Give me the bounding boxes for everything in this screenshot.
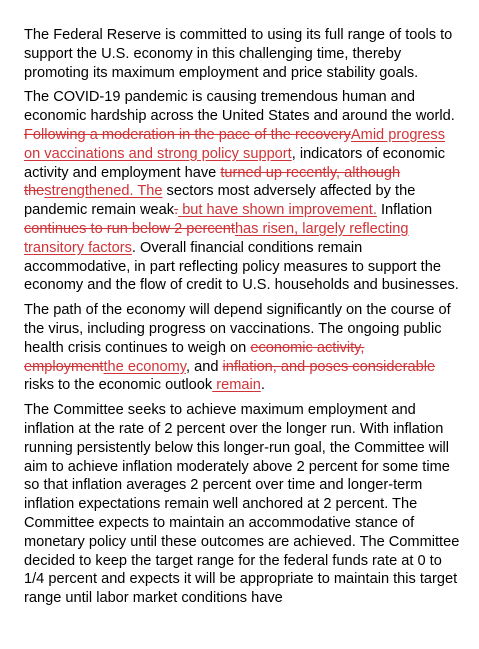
deleted-text: Following a moderation in the pace of the recovery (24, 126, 351, 143)
inserted-text: but have shown improvement. (178, 202, 377, 219)
text-run: The Federal Reserve is committed to using its full range of tools to support the U.S. economy in this challenging time, thereby promoting its maximum employment and price stability goals. (24, 27, 453, 81)
paragraph-3 (24, 301, 464, 395)
paragraph-2 (24, 88, 464, 295)
text-run: . (260, 377, 265, 394)
text-run: The Committee seeks to achieve maximum employment and inflation at the rate of 2 percent over the longer run. With inflation running persistently below this longer-run goal, the Committee will aim to achieve inflation moderately above 2 percent for some time so that inflation averages 2 percent over time and longer-term inflation expectations remain well anchored at 2 percent. The Committee expects to maintain an accommodative stance of monetary policy until these outcomes are achieved. The Committee decided to keep the target range for the federal funds rate at 0 to 1/4 percent and expects it will be appropriate to maintain this target range until labor market conditions have (24, 402, 460, 607)
deleted-text: inflation, and poses considerable (222, 358, 436, 375)
document-body (24, 26, 464, 614)
text-run: , indicators of economic activity and employment have (24, 145, 446, 181)
deleted-text: turned up recently, although the (24, 164, 401, 200)
paragraph-1 (24, 26, 464, 82)
inserted-text: has risen, largely reflecting transitory factors (24, 220, 409, 256)
deleted-text: . (174, 202, 179, 219)
text-run: The COVID-19 pandemic is causing tremendous human and economic hardship across the United States and around the world. (24, 89, 455, 125)
inserted-text: Amid progress on vaccinations and strong policy support (24, 126, 446, 162)
deleted-text: continues to run below 2 percent (24, 220, 235, 237)
text-run: , and (185, 358, 223, 375)
inserted-text: strengthened. The (44, 183, 163, 200)
inserted-text: remain (212, 377, 261, 394)
text-run: sectors most adversely affected by the pandemic remain weak (24, 183, 416, 219)
text-run: The path of the economy will depend significantly on the course of the virus, including progress on vaccinations. The ongoing public health crisis continues to weigh on (24, 302, 451, 356)
text-run: risks to the economic outlook (24, 377, 213, 394)
deleted-text: economic activity, employment (24, 339, 365, 375)
inserted-text: the economy (103, 358, 186, 375)
paragraph-4 (24, 401, 464, 608)
text-run: . Overall financial conditions remain accommodative, in part reflecting policy measures to support the economy and the flow of credit to U.S. households and businesses. (24, 239, 459, 294)
text-run: Inflation (376, 202, 433, 219)
